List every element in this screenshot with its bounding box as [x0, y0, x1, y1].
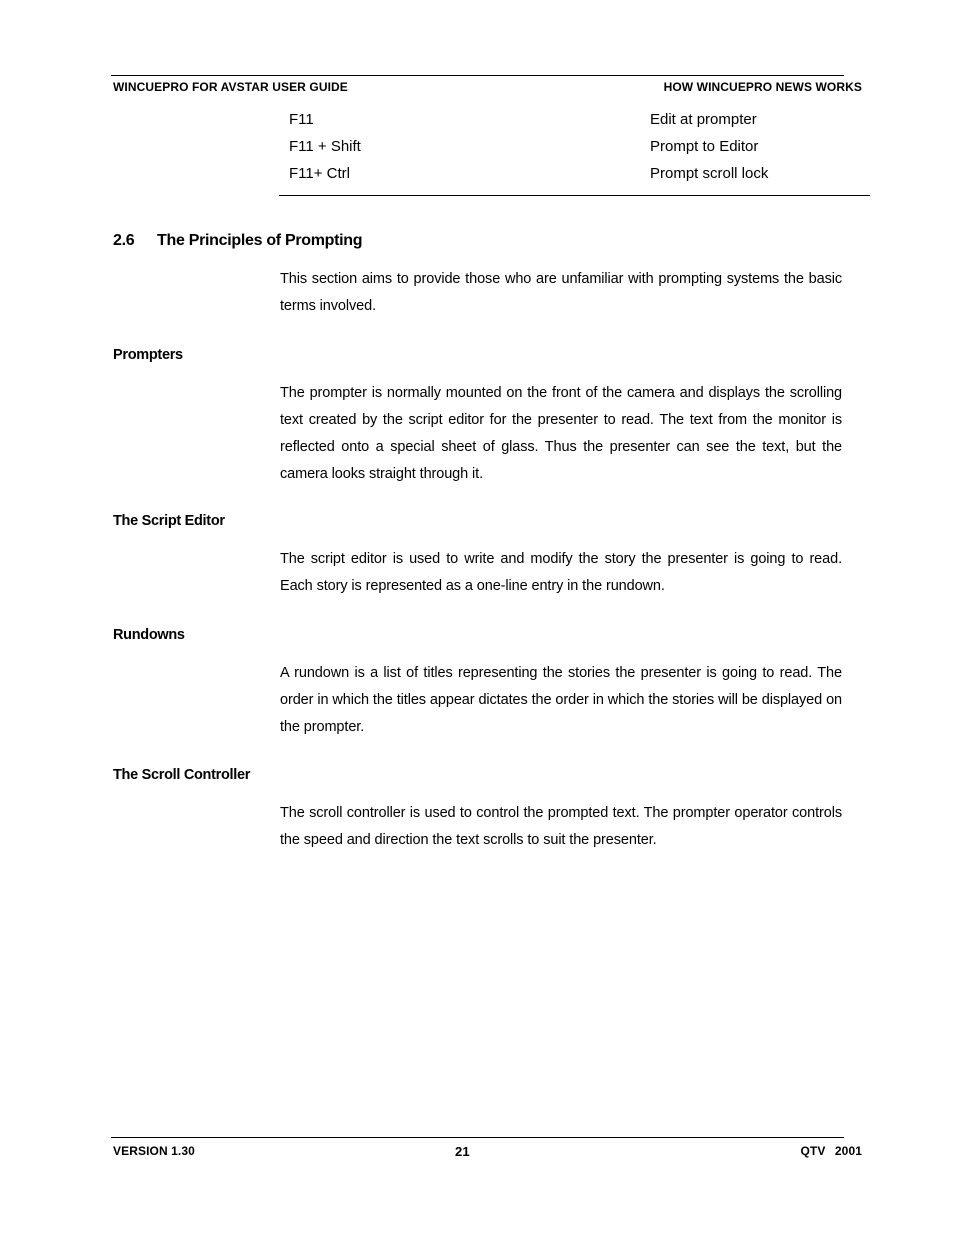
table-row [279, 108, 870, 135]
section-number: 2.6 [113, 232, 135, 249]
subsection-paragraph-script-editor: The script editor is used to write and modify the story the presenter is going to read. Each story is represented as a one-line entry in the rundown. [280, 551, 842, 594]
shortcut-action: Prompt to Editor [650, 138, 759, 155]
page-number: 21 [455, 1144, 470, 1159]
section-title: The Principles of Prompting [157, 232, 363, 249]
subsection-paragraph-scroll-controller: The scroll controller is used to control the prompted text. The prompter operator controls the speed and direction the text scrolls to suit the presenter. [280, 805, 842, 848]
shortcut-key: F11 + Shift [289, 138, 361, 155]
section-intro-paragraph: This section aims to provide those who are unfamiliar with prompting systems the basic terms involved. [280, 271, 842, 314]
shortcut-key: F11+ Ctrl [289, 165, 350, 182]
header-rule [111, 75, 844, 76]
shortcut-table [279, 108, 870, 196]
subsection-heading-prompters: Prompters [113, 347, 183, 363]
shortcut-action: Edit at prompter [650, 111, 757, 128]
section-heading [113, 232, 362, 250]
subsection-heading-scroll-controller: The Scroll Controller [113, 767, 251, 783]
subsection-paragraph-rundowns: A rundown is a list of titles representing the stories the presenter is going to read. The order in which the titles appear dictates the order in which the stories will be displayed on the prompter. [280, 665, 842, 735]
table-row [279, 135, 870, 162]
footer-copyright: QTV 2001 [800, 1144, 862, 1158]
subsection-heading-rundowns: Rundowns [113, 627, 185, 643]
header-chapter-title: HOW WINCUEPRO NEWS WORKS [663, 80, 862, 94]
header-document-title: WINCUEPRO FOR AVSTAR USER GUIDE [113, 80, 348, 94]
shortcut-key: F11 [289, 111, 314, 128]
footer-version: VERSION 1.30 [113, 1144, 195, 1158]
shortcut-action: Prompt scroll lock [650, 165, 769, 182]
subsection-heading-script-editor: The Script Editor [113, 513, 225, 529]
footer-rule [111, 1137, 844, 1138]
table-row [279, 162, 870, 189]
subsection-paragraph-prompters: The prompter is normally mounted on the front of the camera and displays the scrolling text created by the script editor for the presenter to read. The text from the monitor is reflected onto a special sheet of glass. Thus the presenter can see the text, but the camera looks straight through it. [280, 385, 842, 482]
